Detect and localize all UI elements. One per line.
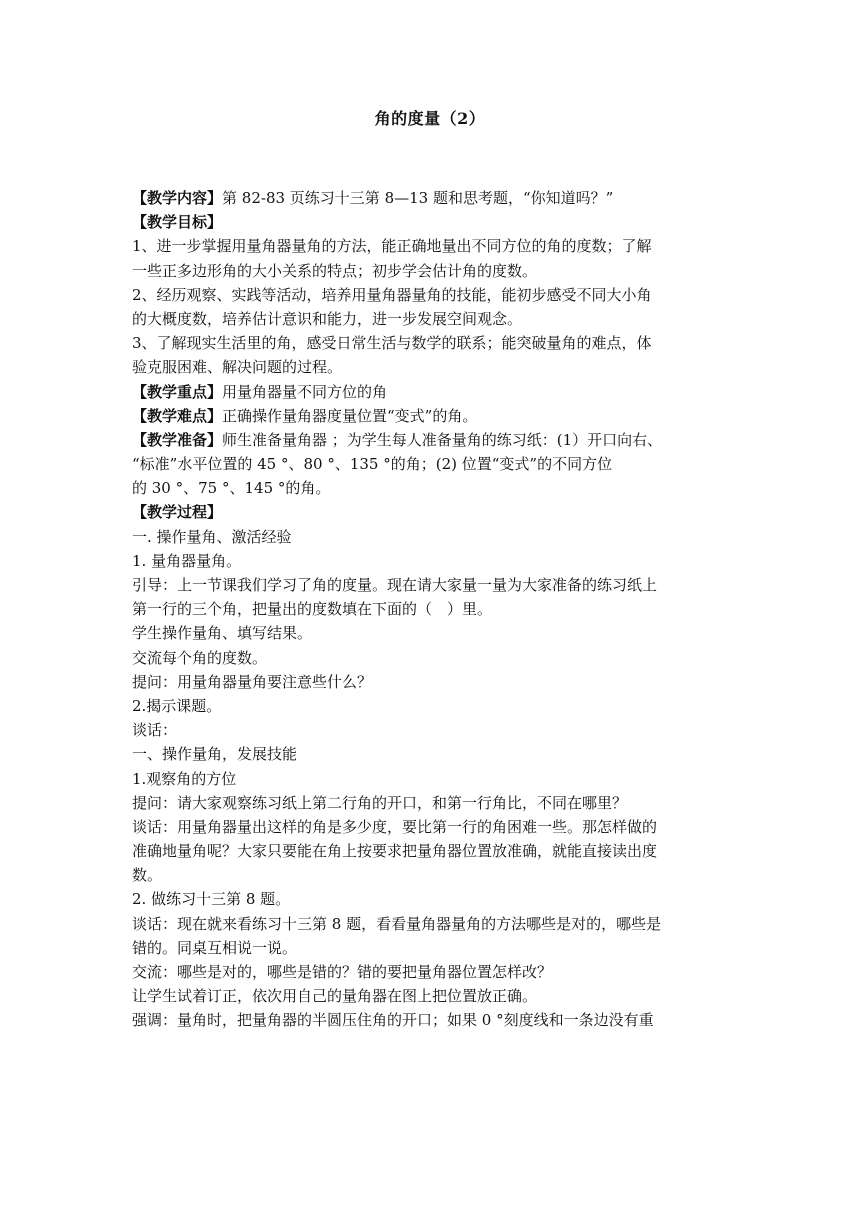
process-line-7: 提问：用量角器量角要注意些什么？ [132,672,373,691]
process-line-21: 强调：量角时，把量角器的半圆压住角的开口；如果 0 °刻度线和一条边没有重 [132,1011,654,1030]
teaching-content-line [132,186,736,210]
key-point-text: 用量角器量不同方位的角 [222,382,388,401]
teaching-content-text: 第 82-83 页练习十三第 8—13 题和思考题，“你知道吗？” [222,189,614,207]
goal-3-line-a: 3、了解现实生活里的角，感受日常生活与数学的联系；能突破量角的难点，体 [132,334,652,353]
process-line-2: 1. 量角器量角。 [132,551,242,570]
preparation-label: 【教学准备】 [132,430,223,449]
process-line-18: 错的。同桌互相说一说。 [132,938,298,957]
process-line-11: 1.观察角的方位 [132,769,237,788]
difficulty-line [132,404,736,428]
process-line-13: 谈话：用量角器量出这样的角是多少度，要比第一行的角困难一些。那怎样做的 [132,817,658,836]
process-line-9: 谈话： [132,721,178,740]
process-line-10: 一、操作量角，发展技能 [132,745,298,764]
goal-1-line-b: 一些正多边形角的大小关系的特点；初步学会估计角的度数。 [132,261,538,280]
goal-2-line-a: 2、经历观察、实践等活动，培养用量角器量角的技能，能初步感受不同大小角 [132,285,652,304]
process-line-20: 让学生试着订正，依次用自己的量角器在图上把位置放正确。 [132,987,538,1006]
process-line-5: 学生操作量角、填写结果。 [132,624,313,643]
process-line-1: 一. 操作量角、激活经验 [132,527,292,546]
goals-heading: 【教学目标】 [132,213,223,232]
preparation-line-a [132,428,736,452]
process-line-17: 谈话：现在就来看练习十三第 8 题，看看量角器量角的方法哪些是对的，哪些是 [132,914,662,933]
key-point-label: 【教学重点】 [132,382,223,401]
process-line-4: 第一行的三个角，把量出的度数填在下面的（ ）里。 [132,600,493,619]
teaching-content-label: 【教学内容】 [132,189,223,207]
process-line-16: 2. 做练习十三第 8 题。 [132,890,291,909]
process-line-8: 2.揭示课题。 [132,696,222,715]
preparation-line-c: 的 30 °、75 °、145 °的角。 [132,479,331,498]
goal-3-line-b: 验克服困难、解决问题的过程。 [132,358,343,377]
process-heading: 【教学过程】 [132,503,223,522]
preparation-text-a: 师生准备量角器 ；为学生每人准备量角的练习纸：(1）开口向右、 [222,430,663,449]
difficulty-label: 【教学难点】 [132,406,223,425]
document-title: 角的度量（2） [374,109,486,128]
process-line-12: 提问：请大家观察练习纸上第二行角的开口，和第一行角比，不同在哪里？ [132,793,628,812]
document-body [132,186,736,1033]
process-line-15: 数。 [132,866,163,885]
process-line-19: 交流：哪些是对的，哪些是错的？错的要把量角器位置怎样改？ [132,963,553,981]
preparation-line-b: “标准”水平位置的 45 °、80 °、135 °的角；(2) 位置“变式”的不同方位 [132,455,613,474]
process-line-14: 准确地量角呢？大家只要能在角上按要求把量角器位置放准确，就能直接读出度 [132,842,658,861]
process-line-3: 引导：上一节课我们学习了角的度量。现在请大家量一量为大家准备的练习纸上 [132,576,658,594]
difficulty-text: 正确操作量角器度量位置“变式”的角。 [222,406,478,425]
key-point-line [132,380,736,404]
process-line-6: 交流每个角的度数。 [132,648,268,667]
goal-1-line-a: 1、进一步掌握用量角器量角的方法，能正确地量出不同方位的角的度数；了解 [132,237,652,256]
goal-2-line-b: 的大概度数，培养估计意识和能力，进一步发展空间观念。 [132,309,523,328]
